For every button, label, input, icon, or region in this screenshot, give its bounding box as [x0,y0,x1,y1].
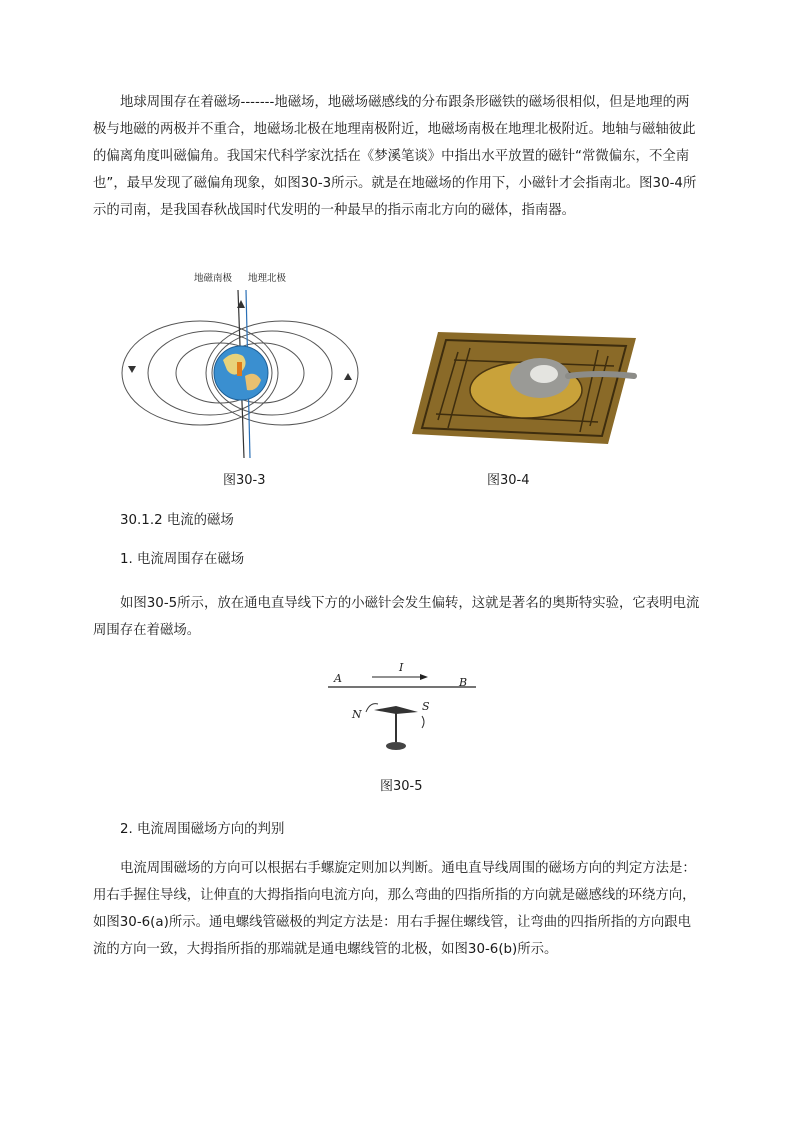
earth-magnetic-field-figure [120,268,360,460]
label-geomagnetic-south: 地磁南极 [194,273,233,284]
oersted-experiment-figure [322,660,480,756]
label-a: A [334,672,342,685]
label-b: B [459,676,468,689]
figure-30-5-caption: 图30-5 [380,779,423,794]
sinan-compass-figure [408,328,640,446]
figure-30-4-caption: 图30-4 [487,473,530,488]
section-title: 30.1.2 电流的磁场 [120,513,234,528]
label-geographic-north: 地理北极 [248,273,287,284]
intro-paragraph: 地球周围存在着磁场-------地磁场，地磁场磁感线的分布跟条形磁铁的磁场很相似，但是地理的两极与地磁的两极并不重合，地磁场北极在地理南极附近，地磁场南极在地理北极附近。地轴与磁轴彼此的偏离角度叫磁偏角。我国宋代科学家沈括在《梦溪笔谈》中指出水平放置的磁针“常微偏东，不全南也”，最早发现了磁偏角现象，如图30-3所示。就是在地磁场的作用下，小磁针才会指南北。图30-4所示的司南，是我国春秋战国时代发明的一种最早的指示南北方向的磁体，指南器。 [93,95,697,218]
subsection-heading-1: 1. 电流周围存在磁场 [120,552,245,567]
label-i: I [399,661,404,674]
oersted-paragraph: 如图30-5所示，放在通电直导线下方的小磁针会发生偏转，这就是著名的奥斯特实验，它表明电流周围存在着磁场。 [93,596,700,638]
label-s: S [422,700,430,713]
subsection-heading-2: 2. 电流周围磁场方向的判别 [120,822,285,837]
figure-30-3-caption: 图30-3 [223,473,266,488]
label-n: N [352,708,362,721]
right-hand-rule-paragraph: 电流周围磁场的方向可以根据右手螺旋定则加以判断。通电直导线周围的磁场方向的判定方法是：用右手握住导线，让伸直的大拇指指向电流方向，那么弯曲的四指所指的方向就是磁感线的环绕方向，如图30-6(a)所示。通电螺线管磁极的判定方法是：用右手握住螺线管，让弯曲的四指所指的方向跟电流的方向一致，大拇指所指的那端就是通电螺线管的北极，如图30-6(b)所示。 [93,861,696,957]
